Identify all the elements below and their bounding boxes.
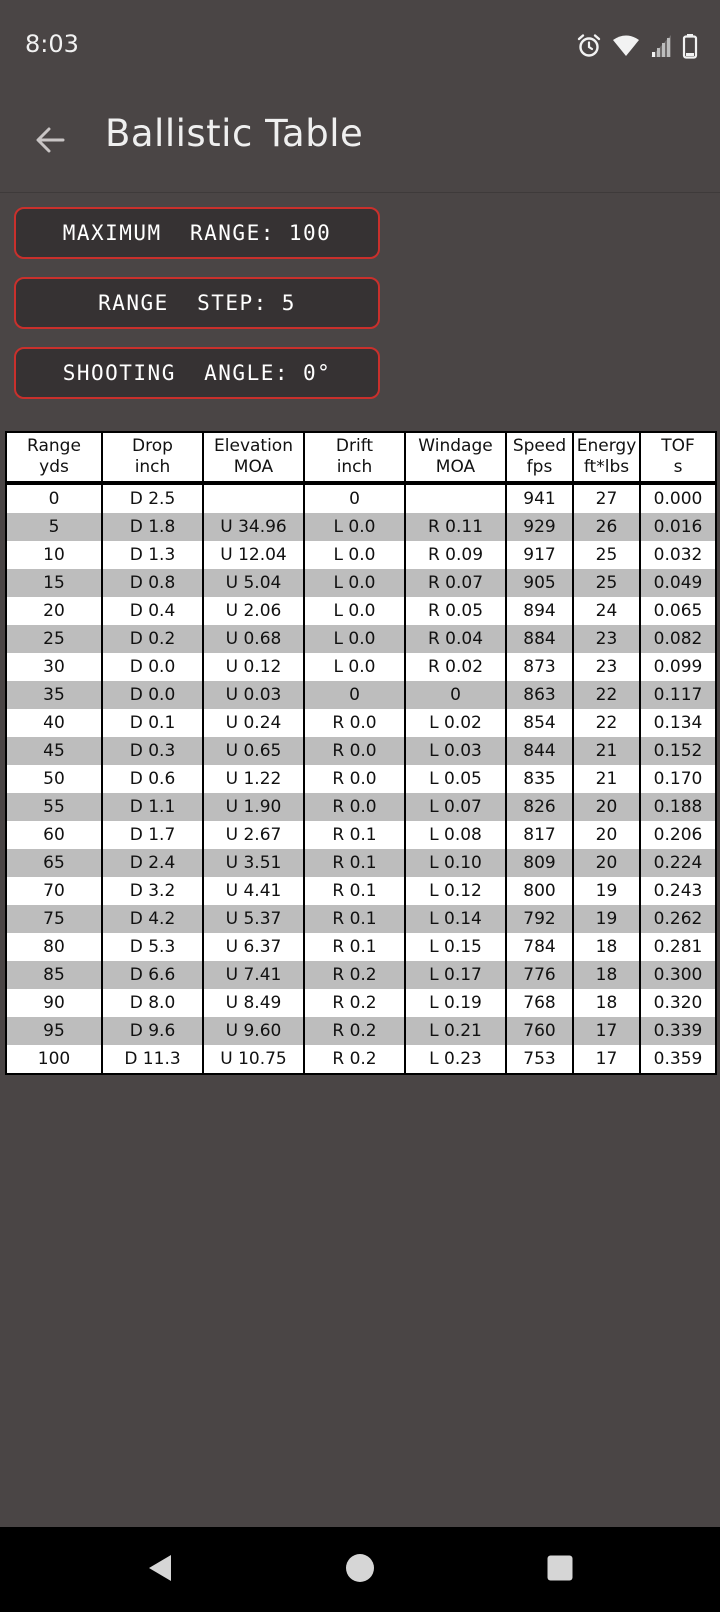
table-cell: 792 (506, 905, 573, 933)
table-cell: U 0.03 (203, 681, 304, 709)
battery-icon (682, 33, 698, 59)
nav-back-icon (145, 1552, 175, 1588)
table-cell: D 11.3 (102, 1045, 203, 1074)
table-cell: 60 (6, 821, 102, 849)
table-cell: 0.134 (640, 709, 716, 737)
column-header-unit: s (673, 457, 683, 477)
table-cell: L 0.12 (405, 877, 506, 905)
column-header-title: TOF (661, 436, 695, 456)
column-header-title: Drift (335, 436, 374, 456)
table-cell: 826 (506, 793, 573, 821)
table-cell: R 0.04 (405, 625, 506, 653)
table-cell: 0 (6, 483, 102, 513)
table-row (6, 597, 716, 625)
table-row (6, 933, 716, 961)
table-cell: 0.359 (640, 1045, 716, 1074)
table-cell: D 0.0 (102, 653, 203, 681)
table-cell: 18 (573, 989, 640, 1017)
column-header (640, 432, 716, 483)
table-cell: L 0.08 (405, 821, 506, 849)
table-cell: 15 (6, 569, 102, 597)
table-cell: D 0.3 (102, 737, 203, 765)
ballistic-table (5, 431, 717, 1075)
column-header (506, 432, 573, 483)
table-cell: 24 (573, 597, 640, 625)
column-header-unit: fps (526, 457, 553, 477)
table-cell: 19 (573, 877, 640, 905)
shooting-angle-label: SHOOTING ANGLE: (62, 361, 289, 385)
table-cell: 894 (506, 597, 573, 625)
column-header-unit: MOA (233, 457, 274, 477)
table-cell: D 0.1 (102, 709, 203, 737)
table-cell: 760 (506, 1017, 573, 1045)
table-cell: 844 (506, 737, 573, 765)
table-cell: D 4.2 (102, 905, 203, 933)
column-header-unit: ft*lbs (583, 457, 630, 477)
max-range-value: 100 (288, 221, 332, 245)
table-cell: 26 (573, 513, 640, 541)
table-cell: 20 (573, 793, 640, 821)
table-cell: 65 (6, 849, 102, 877)
table-row (6, 905, 716, 933)
column-header-title: Speed (512, 436, 567, 456)
table-cell: 884 (506, 625, 573, 653)
table-cell: 90 (6, 989, 102, 1017)
nav-home-button[interactable] (337, 1547, 383, 1593)
alarm-icon (576, 33, 602, 59)
nav-back-button[interactable] (137, 1547, 183, 1593)
table-cell: R 0.1 (304, 877, 405, 905)
table-cell: L 0.07 (405, 793, 506, 821)
table-cell: 18 (573, 961, 640, 989)
table-cell: 0.016 (640, 513, 716, 541)
table-cell: D 1.3 (102, 541, 203, 569)
column-header-unit: inch (134, 457, 171, 477)
table-cell: R 0.1 (304, 933, 405, 961)
column-header-title: Elevation (214, 436, 293, 456)
table-cell: 19 (573, 905, 640, 933)
table-cell: 873 (506, 653, 573, 681)
column-header-unit: yds (39, 457, 69, 477)
table-cell: L 0.14 (405, 905, 506, 933)
table-row (6, 513, 716, 541)
table-cell: 0.000 (640, 483, 716, 513)
table-cell: D 3.2 (102, 877, 203, 905)
table-cell: 25 (573, 569, 640, 597)
table-cell: D 0.0 (102, 681, 203, 709)
table-cell: R 0.09 (405, 541, 506, 569)
table-cell: 0.065 (640, 597, 716, 625)
table-cell: 941 (506, 483, 573, 513)
table-cell: 776 (506, 961, 573, 989)
max-range-button[interactable] (14, 207, 380, 259)
table-cell: 0.300 (640, 961, 716, 989)
range-step-value: 5 (281, 291, 296, 315)
table-cell: R 0.2 (304, 989, 405, 1017)
page-title: Ballistic Table (105, 112, 364, 155)
table-cell: 55 (6, 793, 102, 821)
nav-home-icon (344, 1552, 376, 1588)
ballistic-table-container[interactable] (5, 431, 715, 1075)
table-cell: L 0.05 (405, 765, 506, 793)
table-cell: U 2.06 (203, 597, 304, 625)
table-cell: 85 (6, 961, 102, 989)
table-cell: 0.262 (640, 905, 716, 933)
table-cell: R 0.0 (304, 765, 405, 793)
table-cell: U 9.60 (203, 1017, 304, 1045)
table-cell: 21 (573, 765, 640, 793)
table-cell: U 1.90 (203, 793, 304, 821)
table-row (6, 877, 716, 905)
column-header-title: Energy (576, 436, 637, 456)
table-cell: 0 (304, 681, 405, 709)
table-cell: 22 (573, 709, 640, 737)
nav-recents-button[interactable] (537, 1547, 583, 1593)
column-header (102, 432, 203, 483)
table-cell: 753 (506, 1045, 573, 1074)
table-cell: 25 (573, 541, 640, 569)
table-cell: 835 (506, 765, 573, 793)
table-cell: 40 (6, 709, 102, 737)
table-cell: U 4.41 (203, 877, 304, 905)
table-cell: 0 (304, 483, 405, 513)
table-cell: U 8.49 (203, 989, 304, 1017)
table-cell: U 0.68 (203, 625, 304, 653)
table-row (6, 625, 716, 653)
table-cell: 95 (6, 1017, 102, 1045)
status-bar (0, 0, 720, 92)
table-cell: L 0.19 (405, 989, 506, 1017)
table-cell: 0.281 (640, 933, 716, 961)
table-cell: 21 (573, 737, 640, 765)
table-cell: 0.339 (640, 1017, 716, 1045)
table-cell: 17 (573, 1017, 640, 1045)
table-cell: R 0.1 (304, 849, 405, 877)
table-cell: R 0.1 (304, 905, 405, 933)
table-row (6, 737, 716, 765)
table-row (6, 653, 716, 681)
table-cell: 70 (6, 877, 102, 905)
signal-icon (650, 34, 672, 58)
table-cell: D 2.5 (102, 483, 203, 513)
table-row (6, 961, 716, 989)
table-header-row (6, 432, 716, 483)
table-cell: D 0.8 (102, 569, 203, 597)
table-row (6, 569, 716, 597)
table-row (6, 821, 716, 849)
column-header-title: Range (27, 436, 81, 456)
table-cell: 18 (573, 933, 640, 961)
table-cell: 809 (506, 849, 573, 877)
table-cell: D 6.6 (102, 961, 203, 989)
table-row (6, 681, 716, 709)
column-header-title: Windage (418, 436, 493, 456)
column-header (573, 432, 640, 483)
table-cell: 0.152 (640, 737, 716, 765)
table-cell: L 0.03 (405, 737, 506, 765)
table-cell: 0.224 (640, 849, 716, 877)
table-cell: 0.117 (640, 681, 716, 709)
table-cell: L 0.23 (405, 1045, 506, 1074)
table-row (6, 793, 716, 821)
table-cell: R 0.0 (304, 793, 405, 821)
table-cell: D 5.3 (102, 933, 203, 961)
table-cell: R 0.0 (304, 737, 405, 765)
table-cell: 25 (6, 625, 102, 653)
table-row (6, 541, 716, 569)
table-cell: 0 (405, 681, 506, 709)
wifi-icon (612, 34, 640, 58)
table-cell: 20 (573, 821, 640, 849)
system-nav-bar (0, 1527, 720, 1612)
table-cell: 23 (573, 625, 640, 653)
table-cell: 0.170 (640, 765, 716, 793)
table-cell: 0.049 (640, 569, 716, 597)
table-cell: U 12.04 (203, 541, 304, 569)
table-cell: 20 (6, 597, 102, 625)
shooting-angle-button[interactable] (14, 347, 380, 399)
column-header (6, 432, 102, 483)
table-row (6, 483, 716, 513)
table-cell: R 0.11 (405, 513, 506, 541)
column-header (304, 432, 405, 483)
table-cell: D 0.2 (102, 625, 203, 653)
table-cell: 0.320 (640, 989, 716, 1017)
table-cell: L 0.0 (304, 625, 405, 653)
table-cell: R 0.1 (304, 821, 405, 849)
table-cell (203, 483, 304, 513)
column-header-unit: inch (336, 457, 373, 477)
table-cell: D 8.0 (102, 989, 203, 1017)
table-cell: 35 (6, 681, 102, 709)
table-cell: D 0.4 (102, 597, 203, 625)
table-cell: U 6.37 (203, 933, 304, 961)
table-cell: 854 (506, 709, 573, 737)
table-cell: U 34.96 (203, 513, 304, 541)
table-cell: R 0.2 (304, 961, 405, 989)
table-cell: L 0.0 (304, 541, 405, 569)
table-cell: D 9.6 (102, 1017, 203, 1045)
table-cell (405, 483, 506, 513)
app-bar (0, 92, 720, 193)
table-cell: U 5.04 (203, 569, 304, 597)
table-cell: 5 (6, 513, 102, 541)
table-row (6, 709, 716, 737)
table-row (6, 849, 716, 877)
table-cell: L 0.0 (304, 569, 405, 597)
table-cell: 0.243 (640, 877, 716, 905)
table-cell: L 0.21 (405, 1017, 506, 1045)
table-cell: 0.082 (640, 625, 716, 653)
table-cell: 50 (6, 765, 102, 793)
table-cell: L 0.0 (304, 597, 405, 625)
table-row (6, 989, 716, 1017)
table-cell: R 0.2 (304, 1017, 405, 1045)
table-cell: L 0.17 (405, 961, 506, 989)
table-cell: D 1.7 (102, 821, 203, 849)
table-cell: 905 (506, 569, 573, 597)
table-cell: 0.206 (640, 821, 716, 849)
table-cell: U 2.67 (203, 821, 304, 849)
column-header (203, 432, 304, 483)
table-cell: R 0.05 (405, 597, 506, 625)
table-cell: 0.188 (640, 793, 716, 821)
table-cell: L 0.0 (304, 513, 405, 541)
table-cell: 22 (573, 681, 640, 709)
table-cell: 0.032 (640, 541, 716, 569)
status-time: 8:03 (25, 30, 79, 58)
table-cell: 30 (6, 653, 102, 681)
table-cell: R 0.2 (304, 1045, 405, 1074)
column-header-unit: MOA (435, 457, 476, 477)
table-cell: 768 (506, 989, 573, 1017)
table-cell: 17 (573, 1045, 640, 1074)
table-cell: L 0.0 (304, 653, 405, 681)
arrow-left-icon (33, 123, 67, 161)
status-icons (576, 30, 698, 62)
back-button[interactable] (22, 114, 78, 170)
table-cell: L 0.10 (405, 849, 506, 877)
table-cell: U 0.65 (203, 737, 304, 765)
table-cell: R 0.02 (405, 653, 506, 681)
table-cell: 917 (506, 541, 573, 569)
nav-recents-icon (546, 1554, 574, 1586)
table-cell: U 7.41 (203, 961, 304, 989)
table-cell: U 1.22 (203, 765, 304, 793)
table-cell: R 0.0 (304, 709, 405, 737)
table-row (6, 1045, 716, 1074)
table-cell: U 3.51 (203, 849, 304, 877)
table-cell: D 1.8 (102, 513, 203, 541)
range-step-button[interactable] (14, 277, 380, 329)
table-cell: 10 (6, 541, 102, 569)
table-cell: L 0.15 (405, 933, 506, 961)
column-header-title: Drop (132, 436, 173, 456)
table-cell: D 1.1 (102, 793, 203, 821)
table-cell: R 0.07 (405, 569, 506, 597)
table-cell: 817 (506, 821, 573, 849)
max-range-label: MAXIMUM RANGE: (62, 221, 275, 245)
table-cell: 863 (506, 681, 573, 709)
column-header (405, 432, 506, 483)
table-cell: U 5.37 (203, 905, 304, 933)
table-cell: 80 (6, 933, 102, 961)
table-cell: L 0.02 (405, 709, 506, 737)
table-cell: D 2.4 (102, 849, 203, 877)
table-cell: 929 (506, 513, 573, 541)
table-cell: 75 (6, 905, 102, 933)
table-cell: U 10.75 (203, 1045, 304, 1074)
table-cell: U 0.24 (203, 709, 304, 737)
table-cell: 20 (573, 849, 640, 877)
table-cell: 784 (506, 933, 573, 961)
table-cell: U 0.12 (203, 653, 304, 681)
table-cell: D 0.6 (102, 765, 203, 793)
table-cell: 23 (573, 653, 640, 681)
table-cell: 100 (6, 1045, 102, 1074)
shooting-angle-value: 0° (303, 361, 332, 385)
table-cell: 800 (506, 877, 573, 905)
range-step-label: RANGE STEP: (98, 291, 268, 315)
table-header (6, 432, 716, 483)
table-cell: 0.099 (640, 653, 716, 681)
table-body (6, 483, 716, 1074)
table-row (6, 765, 716, 793)
table-cell: 27 (573, 483, 640, 513)
table-row (6, 1017, 716, 1045)
table-cell: 45 (6, 737, 102, 765)
